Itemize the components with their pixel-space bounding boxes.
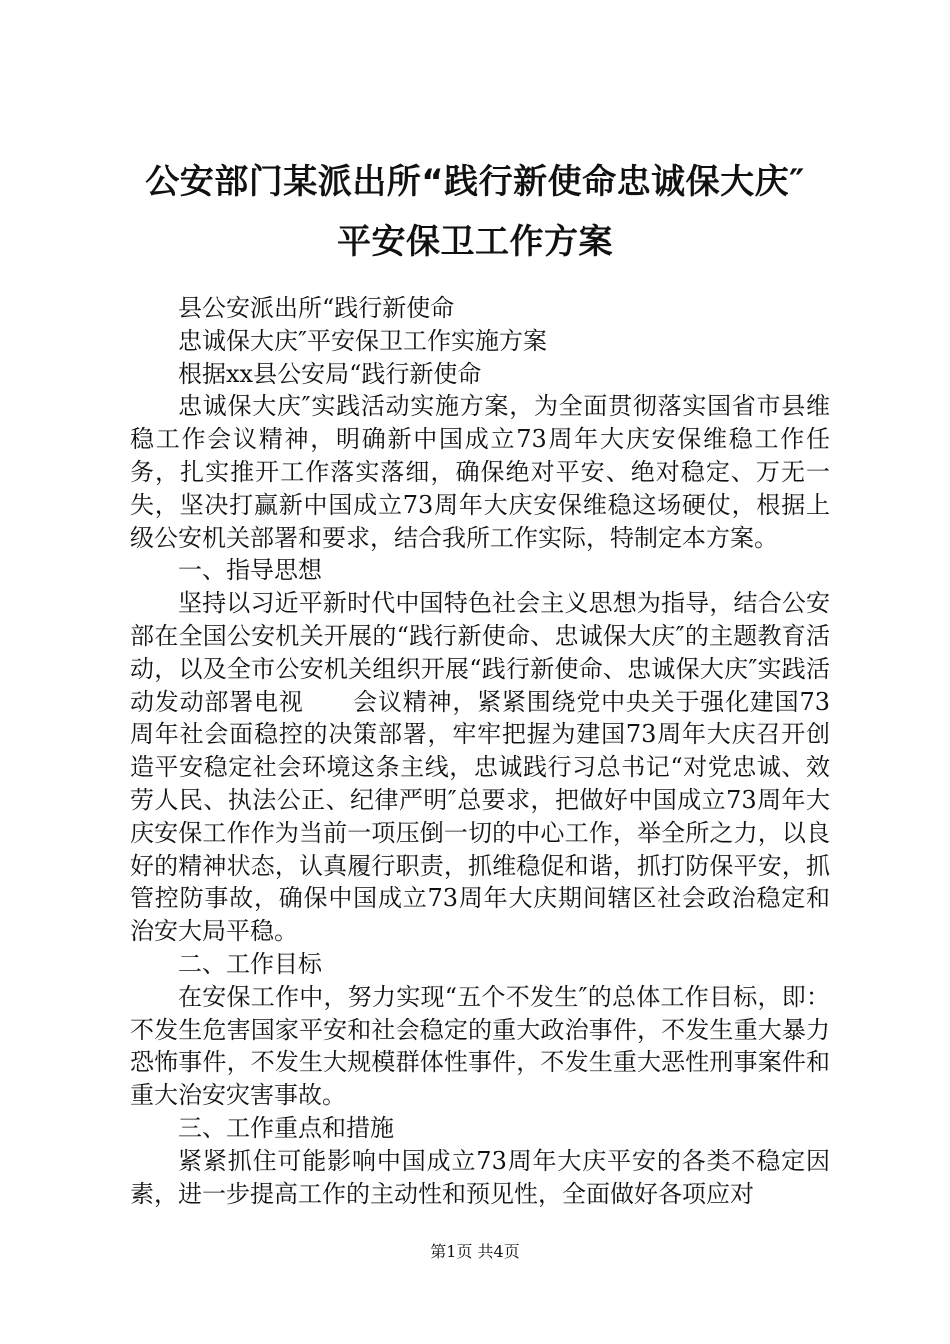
paragraph: 坚持以习近平新时代中国特色社会主义思想为指导，结合公安部在全国公安机关开展的“践行新使命、忠诚保大庆″的主题教育活动，以及全市公安机关组织开展“践行新使命、忠诚保大庆″实践活动发动部署电视 会议精神，紧紧围绕党中央关于强化建国73周年社会面稳控的决策部署，牢牢把握为建国73周年大庆召开创造平安稳定社会环境这条主线，忠诚践行习总书记“对党忠诚、效劳人民、执法公正、纪律严明″总要求，把做好中国成立73周年大庆安保工作作为当前一项压倒一切的中心工作，举全所之力，以良好的精神状态，认真履行职责，抓维稳促和谐，抓打防保平安，抓管控防事故，确保中国成立73周年大庆期间辖区社会政治稳定和治安大局平稳。 — [130, 589, 830, 946]
paragraph: 在安保工作中，努力实现“五个不发生″的总体工作目标，即：不发生危害国家平安和社会稳定的重大政治事件，不发生重大暴力恐怖事件，不发生大规模群体性事件，不发生重大恶性刑事案件和重大治安灾害事故。 — [130, 982, 830, 1110]
section-heading-guiding-ideology: 一、指导思想 — [178, 556, 322, 585]
paragraph: 县公安派出所“践行新使命 — [178, 294, 455, 322]
paragraph: 根据xx县公安局“践行新使命 — [178, 359, 482, 388]
paragraph: 紧紧抓住可能影响中国成立73周年大庆平安的各类不稳定因素，进一步提高工作的主动性和预见性，全面做好各项应对 — [130, 1146, 830, 1208]
paragraph: 忠诚保大庆″平安保卫工作实施方案 — [178, 326, 547, 355]
document-body — [130, 292, 830, 1210]
document-title-line-2: 平安保卫工作方案 — [337, 222, 613, 262]
paragraph: 忠诚保大庆″实践活动实施方案，为全面贯彻落实国省市县维稳工作会议精神，明确新中国成立73周年大庆安保维稳工作任务，扎实推开工作落实落细，确保绝对平安、绝对稳定、万无一失，坚决打赢新中国成立73周年大庆安保维稳这场硬仗，根据上级公安机关部署和要求，结合我所工作实际，特制定本方案。 — [130, 392, 830, 552]
section-heading-work-goals: 二、工作目标 — [178, 949, 322, 978]
section-heading-focus-measures: 三、工作重点和措施 — [178, 1113, 394, 1142]
document-title-line-1: 公安部门某派出所“践行新使命忠诚保大庆″ — [145, 162, 805, 202]
page-number-footer: 第1页 共4页 — [430, 1242, 520, 1261]
